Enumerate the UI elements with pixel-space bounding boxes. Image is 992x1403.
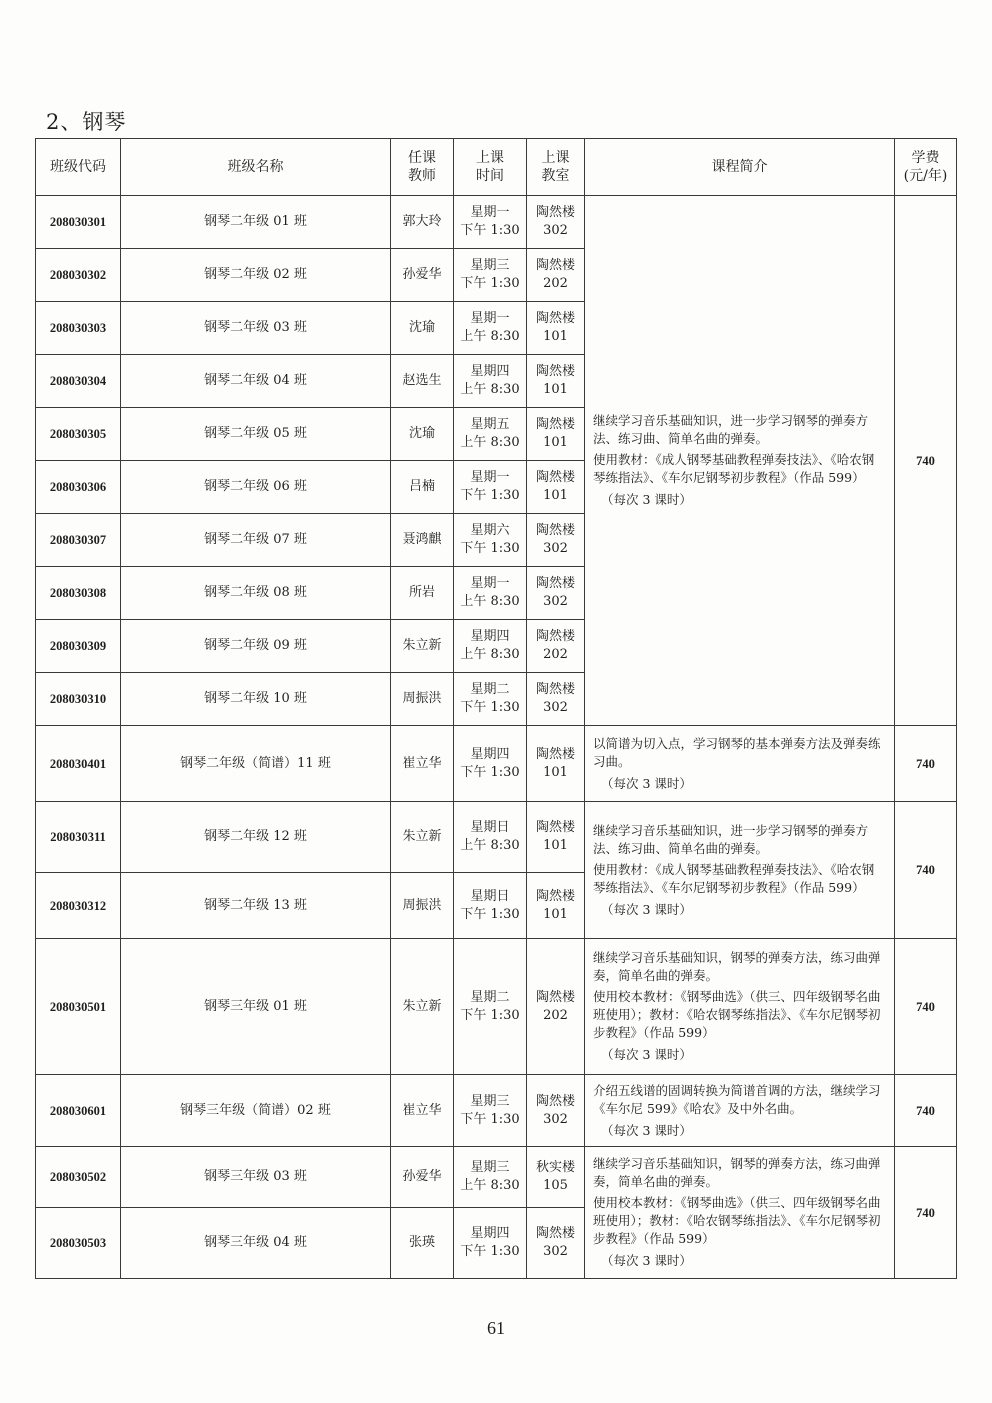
class-time: 星期一 上午 8:30 (454, 567, 527, 620)
classroom: 陶然楼 302 (527, 673, 585, 726)
class-name: 钢琴二年级 01 班 (121, 196, 391, 249)
header-row (36, 139, 957, 196)
classroom: 陶然楼 101 (527, 408, 585, 461)
class-code: 208030301 (36, 196, 121, 249)
teacher-name: 聂鸿麒 (391, 514, 454, 567)
class-code: 208030308 (36, 567, 121, 620)
class-code: 208030501 (36, 939, 121, 1075)
course-table (35, 138, 957, 1279)
classroom: 陶然楼 202 (527, 249, 585, 302)
course-intro (585, 1147, 895, 1279)
class-code: 208030503 (36, 1208, 121, 1279)
intro-paragraph: 以简谱为切入点，学习钢琴的基本弹奏方法及弹奏练习曲。 (593, 735, 881, 769)
header-code: 班级代码 (36, 139, 121, 196)
class-name: 钢琴二年级 05 班 (121, 408, 391, 461)
tuition-fee: 740 (895, 802, 957, 939)
teacher-name: 所岩 (391, 567, 454, 620)
intro-note: （每次 3 课时） (601, 901, 692, 917)
course-intro (585, 726, 895, 802)
class-name: 钢琴二年级 13 班 (121, 873, 391, 939)
intro-paragraph: 继续学习音乐基础知识，进一步学习钢琴的弹奏方法、练习曲、简单名曲的弹奏。 (593, 413, 869, 446)
classroom: 陶然楼 101 (527, 802, 585, 873)
teacher-name: 赵选生 (391, 355, 454, 408)
intro-note: （每次 3 课时） (601, 775, 692, 791)
class-name: 钢琴三年级 04 班 (121, 1208, 391, 1279)
class-name: 钢琴二年级 10 班 (121, 673, 391, 726)
classroom: 陶然楼 302 (527, 514, 585, 567)
page-number: 61 (487, 1318, 505, 1338)
class-code: 208030401 (36, 726, 121, 802)
teacher-name: 周振洪 (391, 673, 454, 726)
class-time: 星期日 上午 8:30 (454, 802, 527, 873)
class-code: 208030502 (36, 1147, 121, 1208)
class-time: 星期一 上午 8:30 (454, 302, 527, 355)
header-room: 上课 教室 (527, 139, 585, 196)
class-time: 星期二 下午 1:30 (454, 673, 527, 726)
teacher-name: 崔立华 (391, 726, 454, 802)
class-name: 钢琴二年级 08 班 (121, 567, 391, 620)
class-time: 星期四 下午 1:30 (454, 1208, 527, 1279)
intro-paragraph: 继续学习音乐基础知识，钢琴的弹奏方法，练习曲弹奏，简单名曲的弹奏。 (593, 950, 881, 983)
teacher-name: 吕楠 (391, 461, 454, 514)
teacher-name: 沈瑜 (391, 408, 454, 461)
classroom: 陶然楼 101 (527, 461, 585, 514)
class-name: 钢琴三年级（简谱）02 班 (121, 1075, 391, 1147)
class-code: 208030307 (36, 514, 121, 567)
classroom: 陶然楼 302 (527, 567, 585, 620)
class-time: 星期四 上午 8:30 (454, 620, 527, 673)
class-code: 208030310 (36, 673, 121, 726)
class-name: 钢琴二年级 12 班 (121, 802, 391, 873)
course-intro (585, 802, 895, 939)
teacher-name: 孙爱华 (391, 1147, 454, 1208)
teacher-name: 周振洪 (391, 873, 454, 939)
header-time: 上课 时间 (454, 139, 527, 196)
table-row (36, 1147, 957, 1208)
class-name: 钢琴三年级 03 班 (121, 1147, 391, 1208)
course-intro (585, 196, 895, 726)
class-time: 星期三 下午 1:30 (454, 1075, 527, 1147)
classroom: 陶然楼 302 (527, 1208, 585, 1279)
class-code: 208030311 (36, 802, 121, 873)
tuition-fee: 740 (895, 939, 957, 1075)
teacher-name: 沈瑜 (391, 302, 454, 355)
header-teacher: 任课 教师 (391, 139, 454, 196)
tuition-fee: 740 (895, 1075, 957, 1147)
class-name: 钢琴二年级 04 班 (121, 355, 391, 408)
table-row (36, 196, 957, 249)
intro-paragraph: 使用教材：《成人钢琴基础教程弹奏技法》、《哈农钢琴练指法》、《车尔尼钢琴初步教程》（作品 599） (593, 452, 875, 485)
class-name: 钢琴二年级 07 班 (121, 514, 391, 567)
class-name: 钢琴二年级（简谱）11 班 (121, 726, 391, 802)
class-time: 星期四 上午 8:30 (454, 355, 527, 408)
classroom: 陶然楼 302 (527, 1075, 585, 1147)
class-time: 星期五 上午 8:30 (454, 408, 527, 461)
intro-note: （每次 3 课时） (601, 492, 692, 507)
class-time: 星期日 下午 1:30 (454, 873, 527, 939)
class-time: 星期三 下午 1:30 (454, 249, 527, 302)
class-code: 208030302 (36, 249, 121, 302)
classroom: 陶然楼 101 (527, 873, 585, 939)
class-code: 208030601 (36, 1075, 121, 1147)
class-code: 208030309 (36, 620, 121, 673)
tuition-fee: 740 (895, 726, 957, 802)
teacher-name: 孙爱华 (391, 249, 454, 302)
intro-paragraph: 使用校本教材：《钢琴曲选》（供三、四年级钢琴名曲班使用）；教材：《哈农钢琴练指法》、《车尔尼钢琴初步教程》（作品 599） (593, 1195, 881, 1246)
teacher-name: 朱立新 (391, 939, 454, 1075)
table-row (36, 726, 957, 802)
intro-note: （每次 3 课时） (601, 1253, 692, 1268)
classroom: 陶然楼 202 (527, 939, 585, 1075)
intro-paragraph: 继续学习音乐基础知识，钢琴的弹奏方法，练习曲弹奏，简单名曲的弹奏。 (593, 1156, 881, 1189)
header-intro: 课程简介 (585, 139, 895, 196)
intro-paragraph: 使用教材：《成人钢琴基础教程弹奏技法》、《哈农钢琴练指法》、《车尔尼钢琴初步教程》（作品 599） (593, 861, 875, 895)
classroom: 秋实楼 105 (527, 1147, 585, 1208)
header-name: 班级名称 (121, 139, 391, 196)
class-code: 208030306 (36, 461, 121, 514)
class-time: 星期四 下午 1:30 (454, 726, 527, 802)
table-row (36, 1075, 957, 1147)
course-intro (585, 1075, 895, 1147)
tuition-fee: 740 (895, 1147, 957, 1279)
class-code: 208030303 (36, 302, 121, 355)
class-name: 钢琴二年级 06 班 (121, 461, 391, 514)
header-fee: 学费 (元/年) (895, 139, 957, 196)
class-name: 钢琴二年级 03 班 (121, 302, 391, 355)
class-code: 208030312 (36, 873, 121, 939)
class-time: 星期六 下午 1:30 (454, 514, 527, 567)
intro-note: （每次 3 课时） (601, 1122, 692, 1138)
class-code: 208030305 (36, 408, 121, 461)
intro-paragraph: 继续学习音乐基础知识，进一步学习钢琴的弹奏方法、练习曲、简单名曲的弹奏。 (593, 822, 869, 856)
tuition-fee: 740 (895, 196, 957, 726)
course-intro (585, 939, 895, 1075)
classroom: 陶然楼 101 (527, 302, 585, 355)
teacher-name: 崔立华 (391, 1075, 454, 1147)
teacher-name: 郭大玲 (391, 196, 454, 249)
teacher-name: 张瑛 (391, 1208, 454, 1279)
class-name: 钢琴二年级 02 班 (121, 249, 391, 302)
intro-paragraph: 介绍五线谱的固调转换为简谱首调的方法，继续学习《车尔尼 599》《哈农》及中外名曲。 (593, 1082, 881, 1116)
class-name: 钢琴二年级 09 班 (121, 620, 391, 673)
classroom: 陶然楼 302 (527, 196, 585, 249)
class-time: 星期一 下午 1:30 (454, 196, 527, 249)
class-time: 星期二 下午 1:30 (454, 939, 527, 1075)
teacher-name: 朱立新 (391, 802, 454, 873)
section-title: 2、钢琴 (46, 110, 127, 134)
teacher-name: 朱立新 (391, 620, 454, 673)
class-time: 星期一 下午 1:30 (454, 461, 527, 514)
intro-paragraph: 使用校本教材：《钢琴曲选》（供三、四年级钢琴名曲班使用）；教材：《哈农钢琴练指法》、《车尔尼钢琴初步教程》（作品 599） (593, 989, 881, 1040)
table-row (36, 939, 957, 1075)
classroom: 陶然楼 101 (527, 355, 585, 408)
classroom: 陶然楼 202 (527, 620, 585, 673)
class-time: 星期三 上午 8:30 (454, 1147, 527, 1208)
classroom: 陶然楼 101 (527, 726, 585, 802)
intro-note: （每次 3 课时） (601, 1047, 692, 1062)
class-code: 208030304 (36, 355, 121, 408)
class-name: 钢琴三年级 01 班 (121, 939, 391, 1075)
table-row (36, 802, 957, 873)
